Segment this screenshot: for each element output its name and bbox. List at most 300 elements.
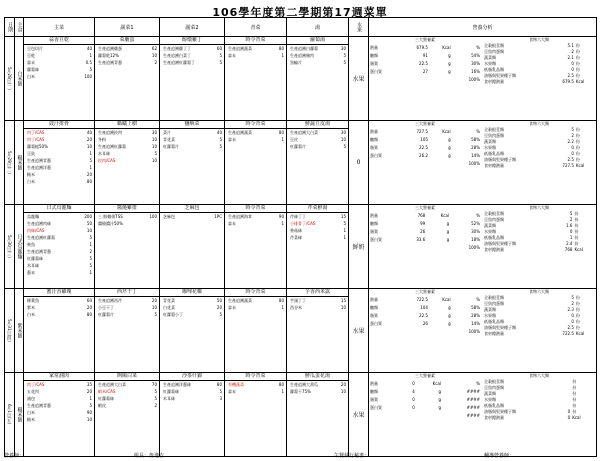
food-group-value: Kcal [572, 415, 581, 420]
food-group-value: Kcal [575, 163, 585, 168]
dish-name: 豉汁排骨 [24, 121, 94, 129]
food-group-value: 豆魚肉蛋類 [484, 385, 504, 390]
ingredient-name: 生產追溯絞肉 [98, 130, 122, 135]
ingredient-row [95, 388, 159, 395]
ingredient-qty: 100 [149, 214, 157, 219]
macro-value: % [476, 297, 480, 302]
ingredient-qty: 10 [151, 158, 157, 163]
dish-cell-veg [225, 289, 287, 373]
ingredient-qty: 10 [340, 305, 346, 310]
food-group-value: 份 [572, 379, 577, 384]
day-date: 5月31日(四) [5, 289, 15, 373]
macro-table [369, 205, 481, 253]
ingredient-row [95, 157, 159, 164]
ingredient-name: 生產追溯青蔥 [27, 158, 51, 163]
macro-value: 727.5 [416, 129, 428, 134]
ingredient-name: 生產追溯蔬菜 [228, 46, 252, 51]
food-group-value: 蔬菜類 [484, 139, 496, 144]
dish-name: 咖哩花椰 [160, 289, 224, 297]
ingredient-row [160, 213, 224, 220]
ingredient-row [95, 136, 159, 143]
macro-value: % [476, 213, 480, 218]
ingredient-name: 生產追溯大白菜 [290, 130, 318, 135]
ingredient-row [24, 220, 94, 227]
dish-cell-veg [225, 205, 287, 289]
macro-value [429, 161, 452, 169]
ingredient-row [24, 388, 94, 395]
dish-name: 時令青菜 [225, 289, 286, 297]
ingredient-name: 有機蔬菜 [228, 382, 244, 387]
day-staple: 日式烏龍麵 [15, 205, 24, 289]
ingredient-name: 肉絲/CAS [27, 228, 45, 233]
ingredient-name: 紫米 [27, 305, 35, 310]
food-group-value: 油脂與堅果種子類 [484, 325, 516, 330]
ingredient-name: 蝦皮 [98, 403, 106, 408]
macro-header: 三大營養素 [415, 37, 435, 42]
ingredient-name: 肉丁/CAS [27, 382, 45, 387]
macro-value: 18% [471, 237, 480, 242]
macro-value: 768 [417, 213, 426, 218]
ingredient-name: 生產追溯豬肉 [290, 53, 314, 58]
ingredient-name: 蝦米/CAS [98, 389, 116, 394]
ingredient-name: 生產追溯洋蔥 [27, 165, 51, 170]
dish-name: 鮮瓜蛋花湯 [287, 373, 348, 381]
macro-value: #### [466, 405, 480, 410]
ingredient-row [225, 304, 286, 311]
food-group-value: 低脂乳品類 [484, 235, 504, 240]
food-group-value: 全穀根莖類 [484, 379, 504, 384]
ingredient-name: 青花菜 [163, 298, 175, 303]
food-group-value: 份 [574, 241, 579, 246]
macro-value: 醣類 [370, 137, 378, 142]
food-group-value: 2 [569, 217, 573, 222]
ingredient-qty: 80 [278, 298, 284, 303]
ingredient-name: 生產追溯洋蔥絲 [163, 382, 191, 387]
ingredient-name: 生產追溯海茸 [228, 214, 252, 219]
macro-value [369, 161, 400, 169]
food-group-value: 5 [571, 295, 574, 300]
food-group-value: 份 [574, 223, 579, 228]
food-group-value: 全穀根莖類 [484, 295, 504, 300]
macro-value: #### [466, 397, 480, 402]
ingredient-qty: 2 [89, 249, 92, 254]
dish-cell-side2 [160, 373, 225, 457]
ingredient-row [160, 52, 224, 59]
ingredient-row [287, 227, 348, 234]
ingredient-row [24, 248, 94, 255]
dish-name: 芋香西米露 [287, 289, 348, 297]
ingredient-row [24, 66, 94, 73]
food-group-value: 份 [572, 385, 577, 390]
ingredient-row [287, 381, 348, 388]
food-group-value: 份 [575, 295, 580, 300]
macro-value: 16% [471, 69, 480, 74]
food-group-value: 份 [575, 43, 580, 48]
ingredient-row [225, 129, 286, 136]
macro-value: % [476, 381, 480, 386]
day-row [5, 121, 597, 205]
header-fruit: 水果 [349, 18, 369, 37]
ingredient-name: 木耳絲 [98, 151, 110, 156]
ingredient-row [24, 129, 94, 136]
food-group-row [483, 79, 595, 85]
macro-header: 三大營養素 [415, 205, 435, 210]
food-group-table [483, 37, 595, 85]
dish-name: 芹菜鮮湯 [287, 205, 348, 213]
macro-value [426, 245, 450, 253]
macro-value: Kcal [442, 45, 451, 50]
ingredient-name: 柴魚 [27, 242, 35, 247]
macro-value: g [446, 229, 450, 234]
macro-value [429, 77, 452, 85]
ingredient-qty: 35 [86, 382, 92, 387]
food-group-value: 油脂與堅果種子類 [484, 241, 516, 246]
ingredient-name: 白米 [27, 74, 35, 79]
macro-value: 0 [412, 405, 415, 410]
ingredient-row [287, 143, 348, 150]
macro-value: 脂質 [370, 229, 378, 234]
macro-value [400, 329, 429, 337]
food-group-value: 食材總熱量 [484, 331, 504, 336]
ingredient-row [95, 395, 159, 402]
macro-table [369, 37, 481, 85]
ingredient-name: 白花菜 [163, 305, 175, 310]
header-side2: 副菜2 [160, 18, 225, 37]
ingredient-qty: 1 [281, 389, 284, 394]
ingredient-row [24, 409, 94, 416]
macro-value: 722.5 [416, 297, 428, 302]
macro-value: g [448, 145, 451, 150]
ingredient-qty: 1 [89, 396, 92, 401]
macro-row [369, 129, 481, 137]
macro-value: g [438, 405, 442, 410]
food-group-value: 2.4 [566, 241, 573, 246]
macro-value: g [448, 69, 451, 74]
food-group-value: 0 [571, 145, 574, 150]
ingredient-name: 烏龍麵 [27, 214, 39, 219]
macro-value: #### [466, 413, 480, 418]
food-group-row [483, 163, 595, 169]
ingredient-name: 紅蘿蔔片 [290, 144, 306, 149]
ingredient-row [24, 73, 94, 80]
dish-cell-veg [225, 373, 287, 457]
ingredient-qty: 10 [86, 144, 92, 149]
ingredient-qty: 1 [343, 235, 346, 240]
ingredient-row [160, 381, 224, 388]
food-group-value: 份 [575, 325, 580, 330]
food-group-value: 2.5 [567, 157, 574, 162]
macro-value: g [448, 153, 451, 158]
macro-value: g [448, 53, 451, 58]
food-group-value: 水果類 [484, 313, 496, 318]
ingredient-qty: 200 [84, 214, 92, 219]
macro-table [369, 373, 481, 421]
food-group-value: 份 [572, 409, 577, 414]
ingredient-row [24, 297, 94, 304]
food-group-value: 油脂與堅果種子類 [484, 73, 516, 78]
ingredient-qty: 5 [154, 389, 157, 394]
macro-value [369, 245, 401, 253]
macro-value: 30% [471, 229, 480, 234]
macro-value: g [448, 305, 451, 310]
food-group-value: 5.1 [567, 43, 574, 48]
ingredient-row [24, 255, 94, 262]
macro-row [369, 413, 481, 421]
food-group-value: 0 [571, 319, 574, 324]
food-group-value: 低脂乳品類 [484, 319, 504, 324]
macro-value: 熱量 [370, 129, 378, 134]
macro-value: 醣類 [370, 53, 378, 58]
macro-value: g [448, 313, 451, 318]
ingredient-qty: 5 [154, 396, 157, 401]
ingredient-row [24, 227, 94, 234]
food-group-value: 份 [574, 229, 579, 234]
ingredient-row [95, 311, 159, 318]
ingredient-qty: 80 [86, 179, 92, 184]
macro-value: 30% [471, 61, 480, 66]
macro-value: 58% [471, 305, 480, 310]
macro-value: 91 [422, 53, 428, 58]
ingredient-qty: 10 [340, 137, 346, 142]
food-group-value: 份 [575, 49, 580, 54]
ingredient-row [95, 213, 159, 220]
macro-value: 脂質 [370, 145, 378, 150]
macro-value: 28% [471, 145, 480, 150]
macro-value: 104 [420, 305, 428, 310]
food-group-value: 食材總熱量 [484, 163, 504, 168]
ingredient-row [95, 381, 159, 388]
nutrition-cell [369, 373, 597, 457]
macro-row [369, 69, 481, 77]
food-group-value: 2.2 [567, 139, 574, 144]
macro-table [369, 121, 481, 169]
dish-cell-main [24, 289, 95, 373]
ingredient-qty: 1 [281, 305, 284, 310]
header-row [5, 18, 597, 37]
ingredient-row [160, 297, 224, 304]
ingredient-name: 蒜末 [228, 53, 236, 58]
ingredient-qty: 10 [340, 389, 346, 394]
ingredient-name: 生產追溯雞丁丁 [163, 46, 191, 51]
macro-value: g [446, 221, 450, 226]
dish-name: 沙茶什錦 [160, 373, 224, 381]
food-group-value: 低脂乳品類 [484, 151, 504, 156]
ingredient-qty: 30 [340, 46, 346, 51]
macro-row [369, 161, 481, 169]
food-group-value: 0 [571, 61, 574, 66]
food-group-value: Kcal [575, 79, 585, 84]
ingredient-row [287, 234, 348, 241]
ingredient-row [95, 59, 159, 66]
ingredient-name: 豆豉 [27, 151, 35, 156]
dish-cell-main [24, 37, 95, 121]
macro-value: #### [466, 389, 480, 394]
ingredient-row [160, 311, 224, 318]
ingredient-row [225, 136, 286, 143]
ingredient-row [160, 136, 224, 143]
ingredient-row [24, 171, 94, 178]
nutrition-cell [369, 289, 597, 373]
day-date: 5月30日(三) [5, 205, 15, 289]
ingredient-name: 青花菜 [163, 137, 175, 142]
footer-dietitian: 營養師： [4, 453, 25, 459]
ingredient-qty: 1 [89, 242, 92, 247]
ingredient-qty: 10 [86, 417, 92, 422]
macro-row [369, 213, 481, 221]
macro-value: % [476, 129, 480, 134]
food-group-value: 油脂與堅果種子類 [484, 157, 516, 162]
ingredient-row [225, 381, 286, 388]
ingredient-qty: 80 [278, 382, 284, 387]
macro-value: Kcal [442, 129, 451, 134]
dish-name: 芝麻包 [160, 205, 224, 213]
ingredient-qty: 30 [340, 130, 346, 135]
dish-cell-side1 [95, 289, 160, 373]
ingredient-qty: 1 [89, 165, 92, 170]
ingredient-qty: 5 [89, 158, 92, 163]
food-group-value: 679.5 [562, 79, 574, 84]
macro-value: Kcal [442, 297, 451, 302]
ingredient-name: 生產追溯青蔥 [27, 249, 51, 254]
macro-value: 醣類 [370, 305, 378, 310]
macro-row [369, 221, 481, 229]
ingredient-row [160, 59, 224, 66]
header-side1: 副菜1 [95, 18, 160, 37]
day-row [5, 373, 597, 457]
ingredient-row [24, 402, 94, 409]
ingredient-name: 香菇絲 [290, 228, 302, 233]
ingredient-qty: 5 [343, 53, 346, 58]
macro-row [369, 381, 481, 389]
ingredient-row [95, 129, 159, 136]
ingredient-qty: 5 [219, 144, 222, 149]
ingredient-row [24, 241, 94, 248]
ingredient-qty: 2 [154, 403, 157, 408]
dish-name: 時令青菜 [225, 205, 286, 213]
macro-value: 熱量 [370, 381, 378, 386]
food-group-value: 份 [572, 403, 577, 408]
dish-cell-side1 [95, 205, 160, 289]
macro-value: 22.5 [419, 61, 428, 66]
food-group-value: 1 [569, 235, 573, 240]
macro-value [404, 413, 415, 421]
ingredient-qty: 1 [89, 151, 92, 156]
dish-name: 蜜汁香雞塊 [24, 289, 94, 297]
ingredient-name: 生產追溯紅蘿蔔 [98, 144, 126, 149]
ingredient-row [287, 213, 348, 220]
dish-cell-side1 [95, 121, 160, 205]
macro-row [369, 229, 481, 237]
macro-value: 醣類 [370, 221, 378, 226]
dish-name: 螞蟻上樹 [95, 121, 159, 129]
macro-row [369, 321, 481, 329]
macro-value: g [448, 137, 451, 142]
ingredient-name: 柳葉魚 [27, 298, 39, 303]
ingredient-qty: 80 [216, 382, 222, 387]
ingredient-row [24, 416, 94, 423]
ingredient-qty: 5 [89, 256, 92, 261]
food-group-value: 份 [575, 67, 580, 72]
ingredient-row [287, 59, 348, 66]
macro-value: 100% [468, 245, 480, 250]
food-group-row [483, 331, 595, 337]
ingredient-qty: 40 [216, 130, 222, 135]
macro-value: 679.5 [416, 45, 428, 50]
macro-header: 三大營養素 [415, 121, 435, 126]
ingredient-name: 滷包 [27, 396, 35, 401]
macro-value: Kcal [440, 213, 450, 218]
food-group-value: 份 [575, 157, 580, 162]
ingredient-name: 蒜末 [228, 305, 236, 310]
ingredient-name: 醬燒醬汁50% [98, 221, 123, 226]
food-group-header: 食物六大類 [529, 37, 549, 42]
macro-row [369, 153, 481, 161]
ingredient-qty: 20 [151, 298, 157, 303]
header-nutrition: 營養分析 [369, 18, 597, 37]
macro-value: 52% [471, 221, 480, 226]
ingredient-name: 蔥末 [27, 270, 35, 275]
macro-value: 54% [471, 53, 480, 58]
day-staple: 糙米飯 [15, 373, 24, 457]
dish-cell-side2 [160, 205, 225, 289]
dish-cell-soup [287, 121, 349, 205]
food-group-value: 全穀根莖類 [484, 211, 504, 216]
dish-name: 時令青菜 [225, 121, 286, 129]
dish-cell-veg [225, 37, 287, 121]
ingredient-qty: 5 [219, 60, 222, 65]
food-group-value: 份 [575, 139, 580, 144]
food-group-table [483, 205, 595, 253]
ingredient-qty: 1 [343, 228, 346, 233]
ingredient-row [95, 143, 159, 150]
food-group-value: 2 [571, 133, 574, 138]
ingredient-name: 蒜末 [228, 137, 236, 142]
ingredient-qty: 5 [89, 67, 92, 72]
ingredient-row [287, 52, 348, 59]
food-group-value: 727.5 [562, 163, 574, 168]
food-group-value: 低脂乳品類 [484, 403, 504, 408]
ingredient-qty: 80 [278, 130, 284, 135]
ingredient-name: 生產追溯紅蘿蔔 [27, 235, 55, 240]
food-group-table [483, 121, 595, 169]
ingredient-row [287, 45, 348, 52]
ingredient-qty: 1 [281, 221, 284, 226]
ingredient-name: 生產追溯紅蘿蔔丁 [163, 60, 195, 65]
macro-value: 蛋白質 [370, 405, 382, 410]
dish-name: 鹽酥菜 [160, 121, 224, 129]
ingredient-name: 豆包切片 [27, 46, 43, 51]
day-date: 6月1日(五) [5, 373, 15, 457]
ingredient-row [225, 213, 286, 220]
macro-value: 26.2 [419, 153, 428, 158]
ingredient-qty: 1 [89, 270, 92, 275]
macro-value: g [438, 389, 442, 394]
ingredient-row [95, 297, 159, 304]
macro-value: 熱量 [370, 297, 378, 302]
ingredient-row [24, 178, 94, 185]
food-group-value: Kcal [575, 331, 585, 336]
ingredient-row [225, 45, 286, 52]
food-group-value: 份 [575, 145, 580, 150]
macro-row [369, 397, 481, 405]
food-group-value: 蔬菜類 [484, 55, 496, 60]
ingredient-qty: 5 [219, 53, 222, 58]
macro-value [400, 161, 429, 169]
nutrition-cell [369, 37, 597, 121]
ingredient-name: 木耳絲 [27, 263, 39, 268]
ingredient-name: 蒜末 [228, 221, 236, 226]
ingredient-qty: 70 [151, 382, 157, 387]
